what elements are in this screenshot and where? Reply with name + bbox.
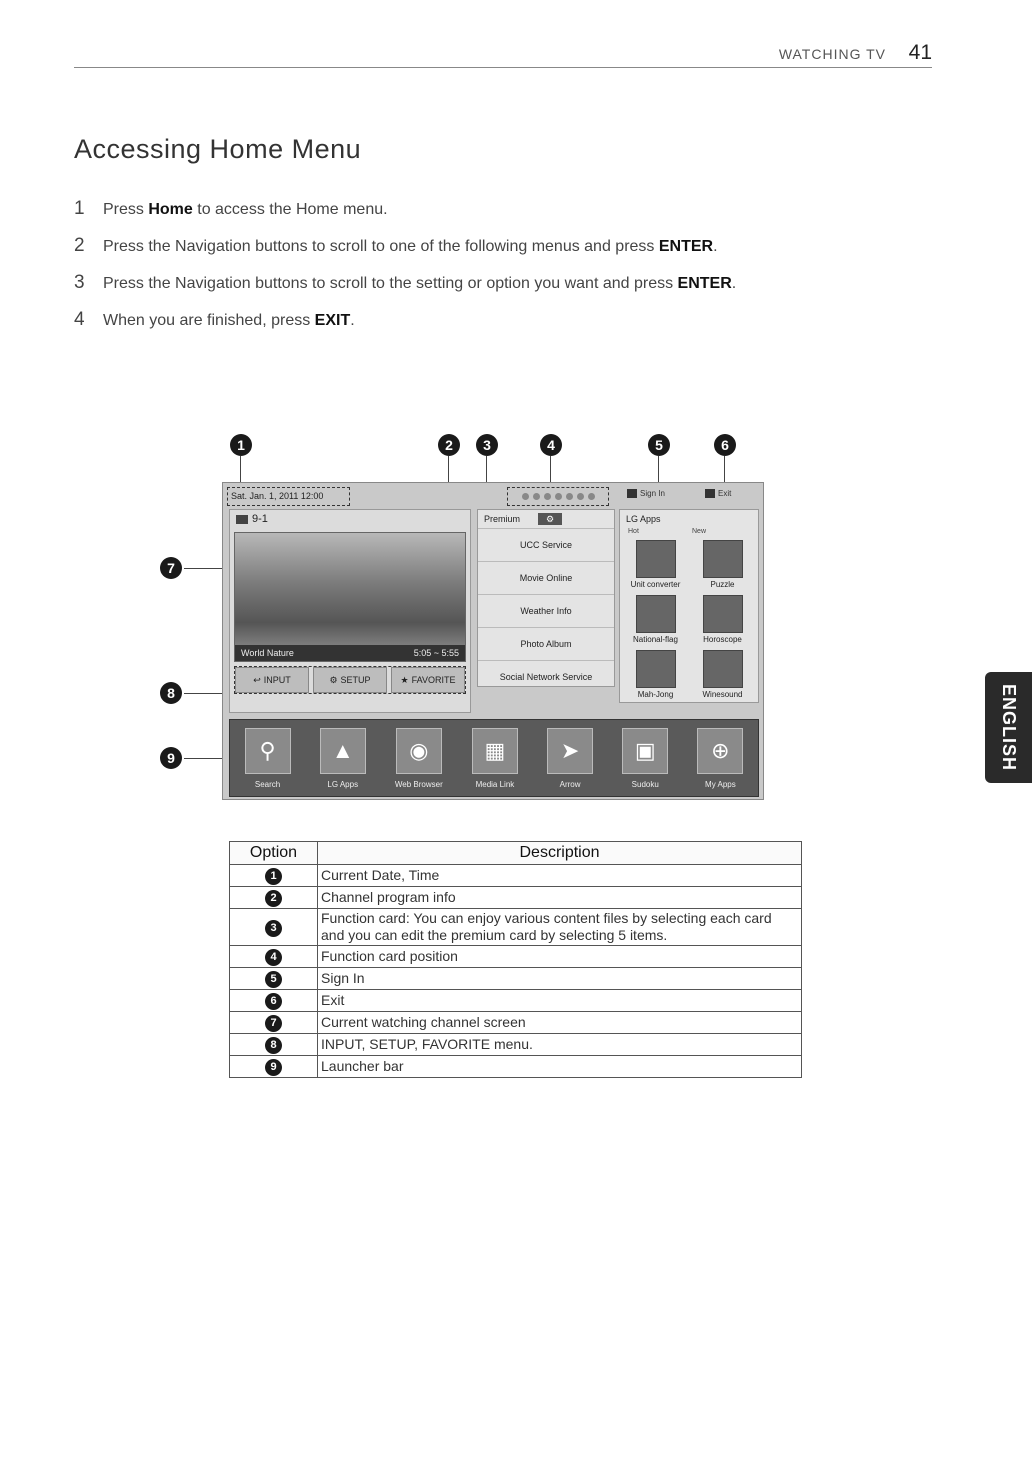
- description-cell: Launcher bar: [318, 1056, 802, 1078]
- media-link-icon: ▦: [472, 728, 518, 774]
- option-cell: [230, 946, 318, 968]
- premium-item[interactable]: Movie Online: [478, 561, 614, 594]
- option-cell: [230, 1034, 318, 1056]
- callout-9: 9: [160, 747, 182, 769]
- launcher-label: Web Browser: [394, 779, 443, 789]
- app-tile[interactable]: [691, 595, 754, 644]
- launcher-label: LG Apps: [327, 779, 359, 789]
- option-number: 2: [265, 890, 282, 907]
- sign-in-icon: [627, 489, 637, 498]
- table-header-row: [230, 842, 802, 865]
- home-menu-diagram: [160, 428, 800, 808]
- channel-number: 9-1: [252, 513, 268, 525]
- favorite-label: FAVORITE: [411, 675, 456, 685]
- launcher-bar: [229, 719, 759, 797]
- sudoku-icon: ▣: [622, 728, 668, 774]
- option-number: 8: [265, 1037, 282, 1054]
- table-row: [230, 865, 802, 887]
- option-number: 9: [265, 1059, 282, 1076]
- launcher-label: Arrow: [559, 779, 581, 789]
- callout-4: 4: [540, 434, 562, 456]
- app-tile[interactable]: [624, 595, 687, 644]
- unit-converter-icon: [636, 540, 676, 578]
- lg-apps-icon: ▲: [320, 728, 366, 774]
- exit-label: Exit: [718, 489, 732, 498]
- gear-icon: ⚙: [329, 674, 338, 685]
- premium-header: [478, 510, 614, 528]
- step-item: [74, 198, 736, 235]
- card-position-indicator: [507, 487, 609, 506]
- callout-5: 5: [648, 434, 670, 456]
- favorite-button[interactable]: [391, 667, 465, 693]
- position-dot: [588, 493, 595, 500]
- premium-title: Premium: [484, 514, 521, 524]
- horoscope-icon: [703, 595, 743, 633]
- description-cell: Sign In: [318, 968, 802, 990]
- launcher-item-lg-apps[interactable]: [320, 728, 366, 789]
- apps-grid: [624, 540, 754, 699]
- step-text: Press the Navigation buttons to scroll to one of the following menus and press ENTER.: [103, 238, 718, 255]
- channel-panel[interactable]: [229, 509, 471, 713]
- option-cell: [230, 1012, 318, 1034]
- input-setup-favorite-menu: [234, 666, 466, 694]
- program-info-bar: [235, 645, 465, 661]
- app-tile[interactable]: [624, 540, 687, 589]
- launcher-label: Sudoku: [631, 779, 659, 789]
- description-cell: Current watching channel screen: [318, 1012, 802, 1034]
- lg-apps-card[interactable]: [619, 509, 759, 703]
- option-cell: [230, 865, 318, 887]
- description-cell: Function card position: [318, 946, 802, 968]
- option-cell: [230, 968, 318, 990]
- position-dot: [533, 493, 540, 500]
- gear-icon[interactable]: ⚙: [538, 513, 562, 525]
- option-cell: [230, 1056, 318, 1078]
- launcher-item-media-link[interactable]: [472, 728, 518, 789]
- winesound-icon: [703, 650, 743, 688]
- app-tile[interactable]: [624, 650, 687, 699]
- apps-hot-label: Hot: [628, 528, 639, 535]
- exit-button[interactable]: [705, 489, 731, 498]
- input-button[interactable]: [235, 667, 309, 693]
- app-label: National-flag: [633, 635, 678, 644]
- plus-icon: ⊕: [697, 728, 743, 774]
- sign-in-label: Sign In: [640, 489, 665, 498]
- option-number: 1: [265, 868, 282, 885]
- description-cell: Current Date, Time: [318, 865, 802, 887]
- description-cell: Exit: [318, 990, 802, 1012]
- position-dot: [522, 493, 529, 500]
- exit-icon: [705, 489, 715, 498]
- app-label: Winesound: [702, 690, 743, 699]
- table-row: [230, 1056, 802, 1078]
- tv-home-screen: [222, 482, 764, 800]
- app-label: Mah-Jong: [637, 690, 674, 699]
- step-number: 3: [74, 272, 85, 293]
- table-row: [230, 1012, 802, 1034]
- premium-card[interactable]: [477, 509, 615, 687]
- app-label: Puzzle: [710, 580, 735, 589]
- date-time: Sat. Jan. 1, 2011 12:00: [227, 487, 350, 506]
- table-row: [230, 1034, 802, 1056]
- input-icon: ↩: [253, 674, 261, 685]
- launcher-item-arrow[interactable]: [547, 728, 593, 789]
- app-tile[interactable]: [691, 540, 754, 589]
- option-number: 3: [265, 920, 282, 937]
- step-item: [74, 235, 736, 272]
- sign-in-button[interactable]: [627, 489, 665, 498]
- table-row: [230, 887, 802, 909]
- position-dot: [566, 493, 573, 500]
- option-cell: [230, 990, 318, 1012]
- input-label: INPUT: [263, 675, 291, 685]
- column-header-option: Option: [230, 842, 318, 865]
- globe-icon: ◉: [396, 728, 442, 774]
- mah-jong-icon: [636, 650, 676, 688]
- step-text: Press Home to access the Home menu.: [103, 201, 388, 218]
- arrow-game-icon: ➤: [547, 728, 593, 774]
- launcher-label: Search: [254, 779, 281, 789]
- language-tab: [985, 672, 1032, 783]
- launcher-label: Media Link: [475, 779, 515, 789]
- callout-8: 8: [160, 682, 182, 704]
- setup-label: SETUP: [340, 675, 371, 685]
- table-row: [230, 968, 802, 990]
- premium-item[interactable]: Photo Album: [478, 627, 614, 660]
- callout-3: 3: [476, 434, 498, 456]
- option-number: 6: [265, 993, 282, 1010]
- position-dot: [577, 493, 584, 500]
- page-title: Accessing Home Menu: [74, 134, 362, 164]
- option-cell: [230, 909, 318, 946]
- step-number: 4: [74, 309, 85, 330]
- table-row: [230, 909, 802, 946]
- option-number: 4: [265, 949, 282, 966]
- premium-item[interactable]: UCC Service: [478, 528, 614, 561]
- column-header-description: Description: [318, 842, 802, 865]
- favorite-icon: ★: [400, 674, 409, 685]
- step-item: [74, 309, 736, 346]
- program-time: 5:05 ~ 5:55: [413, 648, 459, 658]
- header-rule: [74, 67, 932, 68]
- app-label: Horoscope: [703, 635, 742, 644]
- channel-screen[interactable]: [234, 532, 466, 662]
- apps-new-label: New: [692, 528, 707, 535]
- position-dot: [544, 493, 551, 500]
- callout-2: 2: [438, 434, 460, 456]
- app-tile[interactable]: [691, 650, 754, 699]
- option-number: 7: [265, 1015, 282, 1032]
- option-cell: [230, 887, 318, 909]
- setup-button[interactable]: [313, 667, 387, 693]
- table-row: [230, 946, 802, 968]
- puzzle-icon: [703, 540, 743, 578]
- program-name: World Nature: [241, 648, 294, 658]
- header-section-title: WATCHING TV: [778, 46, 886, 62]
- description-cell: Function card: You can enjoy various content files by selecting each card and you can edit the premium card by selecting 5 items.: [318, 909, 802, 946]
- page-number: 41: [908, 41, 932, 64]
- step-number: 1: [74, 198, 85, 219]
- premium-item[interactable]: Social Network Service: [478, 660, 614, 693]
- step-text: When you are finished, press EXIT.: [103, 312, 355, 329]
- step-text: Press the Navigation buttons to scroll to the setting or option you want and press ENTER.: [103, 275, 737, 292]
- launcher-item-search[interactable]: [245, 728, 291, 789]
- description-cell: Channel program info: [318, 887, 802, 909]
- launcher-item-my-apps[interactable]: [697, 728, 743, 789]
- step-item: [74, 272, 736, 309]
- option-number: 5: [265, 971, 282, 988]
- position-dot: [555, 493, 562, 500]
- callout-7: 7: [160, 557, 182, 579]
- options-table: [229, 841, 802, 1078]
- launcher-label: My Apps: [705, 779, 736, 789]
- search-icon: ⚲: [245, 728, 291, 774]
- launcher-item-web-browser[interactable]: [395, 728, 443, 789]
- description-cell: INPUT, SETUP, FAVORITE menu.: [318, 1034, 802, 1056]
- apps-title: LG Apps: [626, 514, 661, 524]
- step-number: 2: [74, 235, 85, 256]
- premium-item[interactable]: Weather Info: [478, 594, 614, 627]
- callout-6: 6: [714, 434, 736, 456]
- table-row: [230, 990, 802, 1012]
- steps-list: [74, 198, 736, 346]
- language-label: ENGLISH: [999, 683, 1020, 772]
- launcher-item-sudoku[interactable]: [622, 728, 668, 789]
- leader-line: [184, 758, 224, 759]
- tv-icon: [236, 515, 248, 524]
- app-label: Unit converter: [630, 580, 681, 589]
- national-flag-icon: [636, 595, 676, 633]
- channel-header: [230, 510, 470, 528]
- callout-1: 1: [230, 434, 252, 456]
